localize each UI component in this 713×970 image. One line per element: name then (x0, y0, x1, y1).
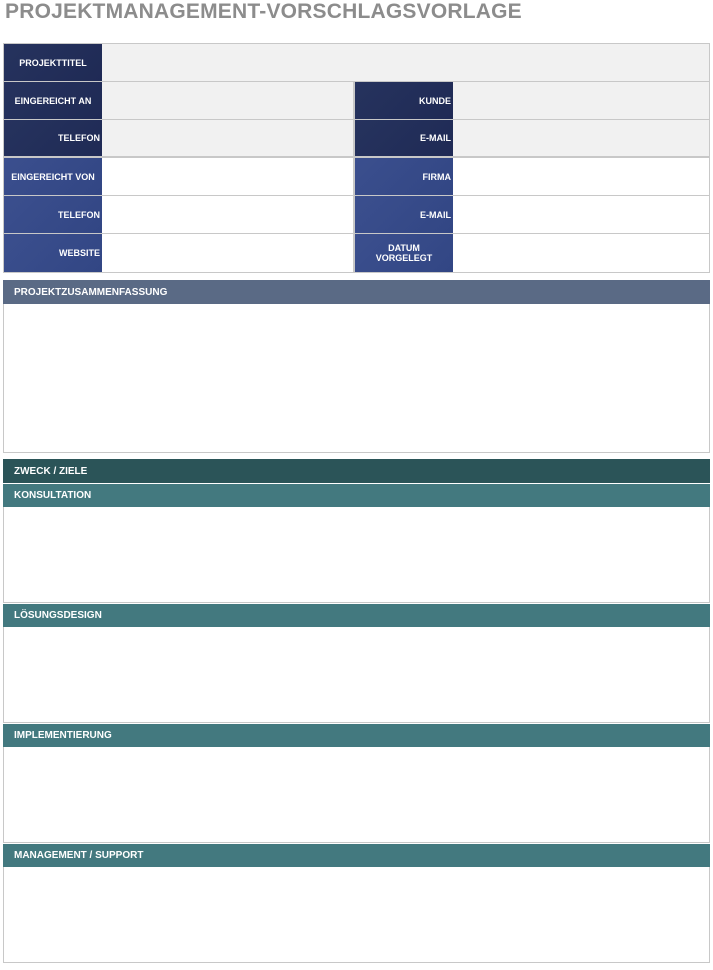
email1-field[interactable] (453, 120, 709, 156)
date-submitted-field[interactable] (453, 234, 709, 272)
row-phone-email-2 (4, 196, 709, 234)
phone1-label: TELEFON (4, 120, 102, 156)
implementation-textarea[interactable] (3, 747, 710, 843)
submitted-by-label: EINGEREICHT VON (4, 158, 102, 195)
date-submitted-label: DATUM VORGELEGT (355, 234, 453, 272)
company-field[interactable] (453, 158, 709, 195)
summary-section (3, 280, 710, 453)
goals-section (3, 459, 710, 963)
phone1-field[interactable] (102, 120, 355, 156)
project-title-label: PROJEKTTITEL (4, 44, 102, 81)
goals-header: ZWECK / ZIELE (3, 459, 710, 483)
consultation-header: KONSULTATION (3, 483, 710, 507)
document-title: PROJEKTMANAGEMENT-VORSCHLAGSVORLAGE (5, 0, 522, 23)
phone2-field[interactable] (102, 196, 355, 233)
solution-design-header: LÖSUNGSDESIGN (3, 603, 710, 627)
consultation-textarea[interactable] (3, 507, 710, 603)
management-support-textarea[interactable] (3, 867, 710, 963)
email1-label: E-MAIL (355, 120, 453, 156)
submitted-to-label: EINGEREICHT AN (4, 82, 102, 119)
website-label: WEBSITE (4, 234, 102, 272)
project-info-form (3, 43, 710, 273)
email2-field[interactable] (453, 196, 709, 233)
summary-textarea[interactable] (3, 304, 710, 453)
row-submitted-by (4, 158, 709, 196)
website-field[interactable] (102, 234, 355, 272)
management-support-header: MANAGEMENT / SUPPORT (3, 843, 710, 867)
email2-label: E-MAIL (355, 196, 453, 233)
company-label: FIRMA (355, 158, 453, 195)
row-phone-email-1 (4, 120, 709, 158)
project-title-field[interactable] (102, 44, 709, 81)
summary-header: PROJEKTZUSAMMENFASSUNG (3, 280, 710, 304)
phone2-label: TELEFON (4, 196, 102, 233)
row-website-date (4, 234, 709, 272)
submitted-by-field[interactable] (102, 158, 355, 195)
implementation-header: IMPLEMENTIERUNG (3, 723, 710, 747)
customer-field[interactable] (453, 82, 709, 119)
solution-design-textarea[interactable] (3, 627, 710, 723)
submitted-to-field[interactable] (102, 82, 355, 119)
row-project-title (4, 44, 709, 82)
row-submitted-to (4, 82, 709, 120)
customer-label: KUNDE (355, 82, 453, 119)
